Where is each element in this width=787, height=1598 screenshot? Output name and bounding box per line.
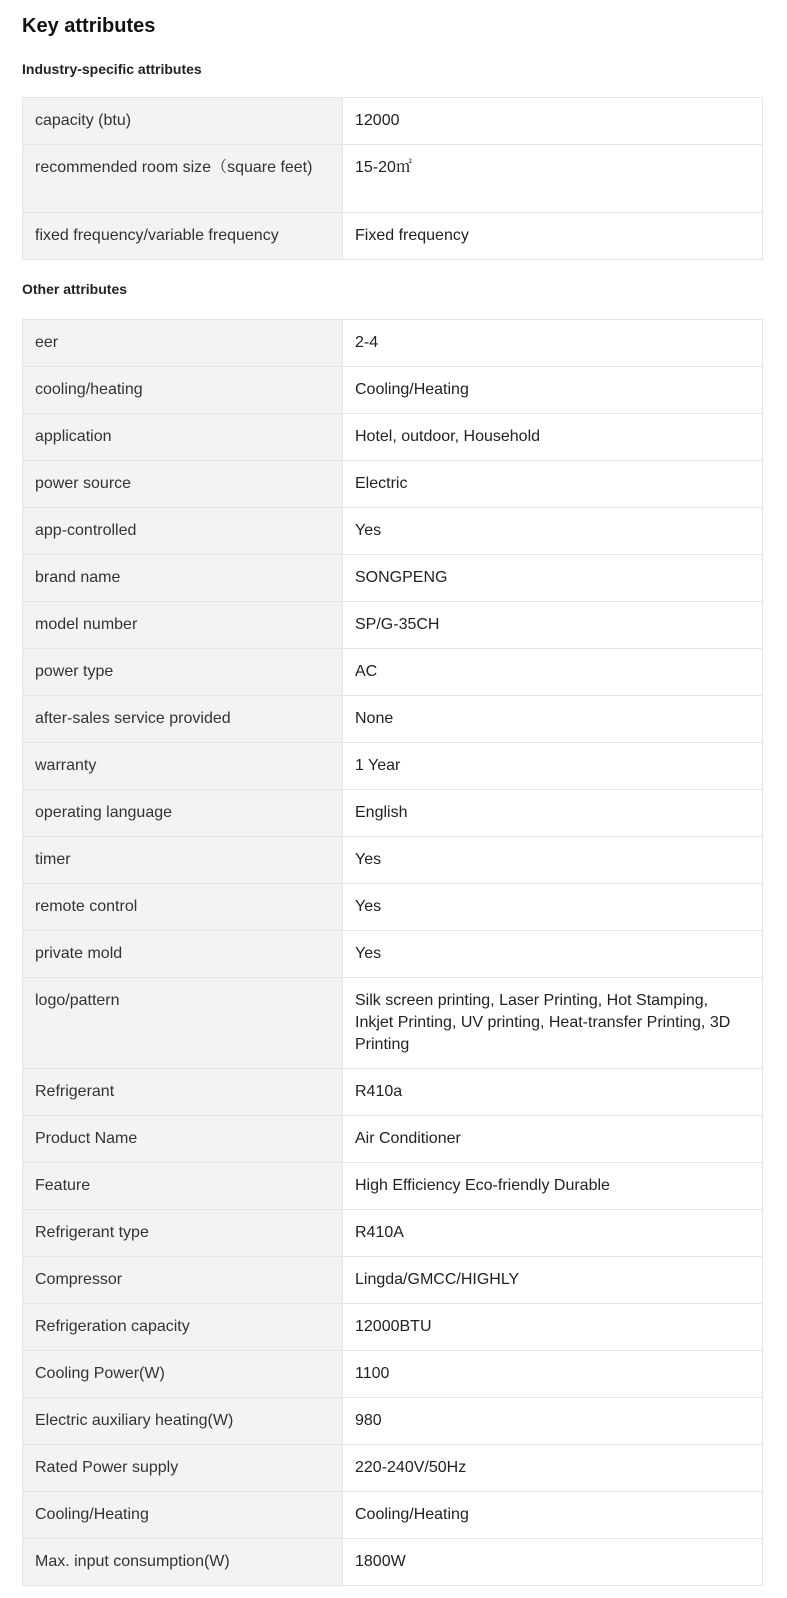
page-title: Key attributes xyxy=(22,15,156,37)
attribute-value: 12000BTU xyxy=(343,1304,763,1351)
attribute-value: Lingda/GMCC/HIGHLY xyxy=(343,1257,763,1304)
table-row xyxy=(23,696,763,743)
attribute-label: Rated Power supply xyxy=(23,1445,343,1492)
attribute-label: remote control xyxy=(23,884,343,931)
section-title-other: Other attributes xyxy=(22,281,128,297)
table-row xyxy=(23,1210,763,1257)
attribute-label: operating language xyxy=(23,790,343,837)
table-row xyxy=(23,98,763,145)
attribute-value: SP/G-35CH xyxy=(343,602,763,649)
table-row xyxy=(23,367,763,414)
attribute-label: eer xyxy=(23,320,343,367)
attribute-value: Yes xyxy=(343,837,763,884)
attribute-value: 2-4 xyxy=(343,320,763,367)
attribute-label: brand name xyxy=(23,555,343,602)
attribute-value: Yes xyxy=(343,508,763,555)
table-row xyxy=(23,743,763,790)
table-row xyxy=(23,1398,763,1445)
table-row xyxy=(23,884,763,931)
attribute-value: Fixed frequency xyxy=(343,213,763,260)
attribute-value: Electric xyxy=(343,461,763,508)
attribute-label: Refrigerant xyxy=(23,1069,343,1116)
table-row xyxy=(23,1304,763,1351)
table-row xyxy=(23,555,763,602)
table-row xyxy=(23,1445,763,1492)
table-row xyxy=(23,602,763,649)
attribute-label: Compressor xyxy=(23,1257,343,1304)
attribute-label: application xyxy=(23,414,343,461)
attribute-value: Hotel, outdoor, Household xyxy=(343,414,763,461)
attribute-label: Refrigerant type xyxy=(23,1210,343,1257)
attribute-label: warranty xyxy=(23,743,343,790)
table-row xyxy=(23,145,763,213)
attribute-value: AC xyxy=(343,649,763,696)
attribute-value: Yes xyxy=(343,884,763,931)
attribute-value: English xyxy=(343,790,763,837)
attribute-label: after-sales service provided xyxy=(23,696,343,743)
attribute-label: Product Name xyxy=(23,1116,343,1163)
table-row xyxy=(23,837,763,884)
section-title-industry: Industry-specific attributes xyxy=(22,61,202,77)
table-row xyxy=(23,1539,763,1586)
table-row xyxy=(23,931,763,978)
attribute-label: logo/pattern xyxy=(23,978,343,1069)
attribute-label: capacity (btu) xyxy=(23,98,343,145)
attribute-value: R410A xyxy=(343,1210,763,1257)
attribute-value: 1 Year xyxy=(343,743,763,790)
attribute-label: cooling/heating xyxy=(23,367,343,414)
attribute-label: Electric auxiliary heating(W) xyxy=(23,1398,343,1445)
attribute-value: 1800W xyxy=(343,1539,763,1586)
attribute-label: Feature xyxy=(23,1163,343,1210)
attribute-label: Cooling/Heating xyxy=(23,1492,343,1539)
attribute-label: recommended room size（square feet) xyxy=(23,145,343,213)
attribute-value: Silk screen printing, Laser Printing, Hot Stamping, Inkjet Printing, UV printing, Heat-transfer Printing, 3D Printing xyxy=(343,978,763,1069)
attribute-label: Refrigeration capacity xyxy=(23,1304,343,1351)
table-row xyxy=(23,1069,763,1116)
table-row xyxy=(23,649,763,696)
table-row xyxy=(23,790,763,837)
attribute-label: Max. input consumption(W) xyxy=(23,1539,343,1586)
attribute-label: power source xyxy=(23,461,343,508)
attribute-value: High Efficiency Eco-friendly Durable xyxy=(343,1163,763,1210)
table-row xyxy=(23,461,763,508)
table-row xyxy=(23,508,763,555)
table-row xyxy=(23,414,763,461)
table-row xyxy=(23,1163,763,1210)
attribute-value: None xyxy=(343,696,763,743)
attribute-label: fixed frequency/variable frequency xyxy=(23,213,343,260)
attribute-label: Cooling Power(W) xyxy=(23,1351,343,1398)
table-row xyxy=(23,320,763,367)
attribute-label: power type xyxy=(23,649,343,696)
attribute-value: Cooling/Heating xyxy=(343,367,763,414)
attribute-value: 980 xyxy=(343,1398,763,1445)
table-row xyxy=(23,1116,763,1163)
attribute-label: private mold xyxy=(23,931,343,978)
attribute-label: app-controlled xyxy=(23,508,343,555)
table-row xyxy=(23,213,763,260)
table-row xyxy=(23,1351,763,1398)
attribute-value: 1100 xyxy=(343,1351,763,1398)
table-row xyxy=(23,978,763,1069)
attribute-value: 15-20㎡ xyxy=(343,145,763,213)
attribute-value: Air Conditioner xyxy=(343,1116,763,1163)
table-row xyxy=(23,1257,763,1304)
attribute-value: 12000 xyxy=(343,98,763,145)
attribute-label: timer xyxy=(23,837,343,884)
attribute-value: Cooling/Heating xyxy=(343,1492,763,1539)
table-row xyxy=(23,1492,763,1539)
attribute-value: Yes xyxy=(343,931,763,978)
attribute-label: model number xyxy=(23,602,343,649)
attribute-value: SONGPENG xyxy=(343,555,763,602)
attribute-value: 220-240V/50Hz xyxy=(343,1445,763,1492)
industry-attributes-table xyxy=(22,97,763,260)
other-attributes-table xyxy=(22,319,763,1586)
attribute-value: R410a xyxy=(343,1069,763,1116)
